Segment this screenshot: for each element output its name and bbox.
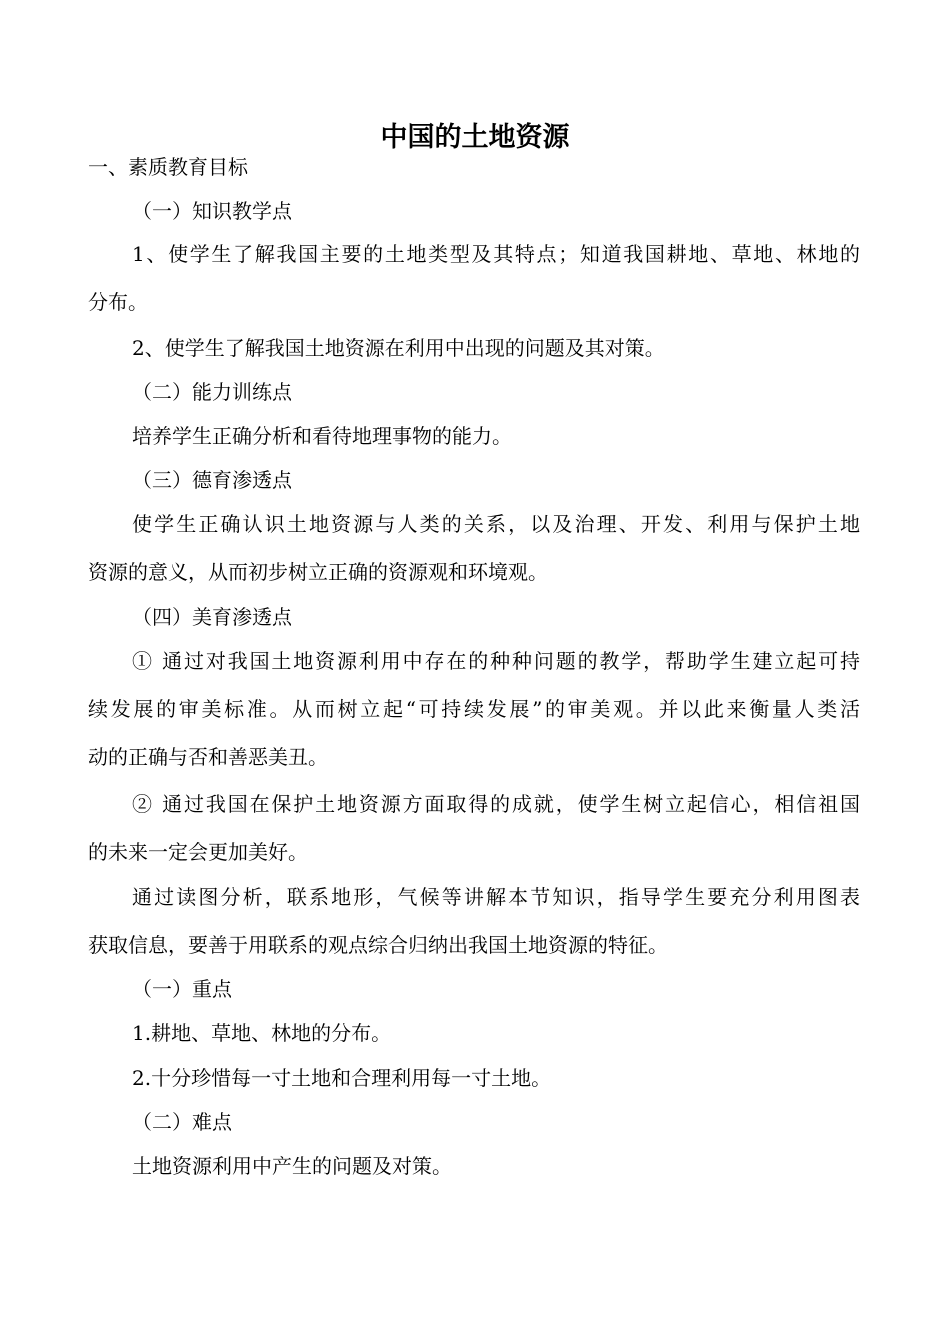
paragraph-line: 分布。 xyxy=(88,290,148,314)
paragraph-line: 的未来一定会更加美好。 xyxy=(88,840,308,864)
subheading-ability: （二）能力训练点 xyxy=(132,380,292,404)
subheading-aesthetic: （四）美育渗透点 xyxy=(132,605,292,629)
subheading-difficulties: （二）难点 xyxy=(132,1110,232,1134)
paragraph-line: ② 通过我国在保护土地资源方面取得的成就，使学生树立起信心，相信祖国 xyxy=(132,792,860,816)
paragraph-line: ① 通过对我国土地资源利用中存在的种种问题的教学，帮助学生建立起可持 xyxy=(132,649,860,673)
paragraph-line: 培养学生正确分析和看待地理事物的能力。 xyxy=(132,424,512,448)
subheading-moral: （三）德育渗透点 xyxy=(132,468,292,492)
paragraph-line: 土地资源利用中产生的问题及对策。 xyxy=(132,1154,452,1178)
document-title: 中国的土地资源 xyxy=(380,122,570,153)
paragraph-line: 资源的意义，从而初步树立正确的资源观和环境观。 xyxy=(88,560,548,584)
paragraph-line: 1、使学生了解我国主要的土地类型及其特点；知道我国耕地、草地、林地的 xyxy=(132,242,860,266)
paragraph-line: 获取信息，要善于用联系的观点综合归纳出我国土地资源的特征。 xyxy=(88,933,668,957)
paragraph-line: 通过读图分析，联系地形，气候等讲解本节知识，指导学生要充分利用图表 xyxy=(132,885,860,909)
subheading-keypoints: （一）重点 xyxy=(132,977,232,1001)
list-item: 1.耕地、草地、林地的分布。 xyxy=(132,1021,392,1045)
subheading-knowledge: （一）知识教学点 xyxy=(132,199,292,223)
paragraph-line: 2、使学生了解我国土地资源在利用中出现的问题及其对策。 xyxy=(132,336,665,360)
paragraph-line: 续发展的审美标准。从而树立起“可持续发展”的审美观。并以此来衡量人类活 xyxy=(88,697,860,721)
list-item: 2.十分珍惜每一寸土地和合理利用每一寸土地。 xyxy=(132,1066,552,1090)
section-heading-goals: 一、素质教育目标 xyxy=(88,155,248,179)
paragraph-line: 动的正确与否和善恶美丑。 xyxy=(88,745,328,769)
paragraph-line: 使学生正确认识土地资源与人类的关系，以及治理、开发、利用与保护土地 xyxy=(132,512,860,536)
